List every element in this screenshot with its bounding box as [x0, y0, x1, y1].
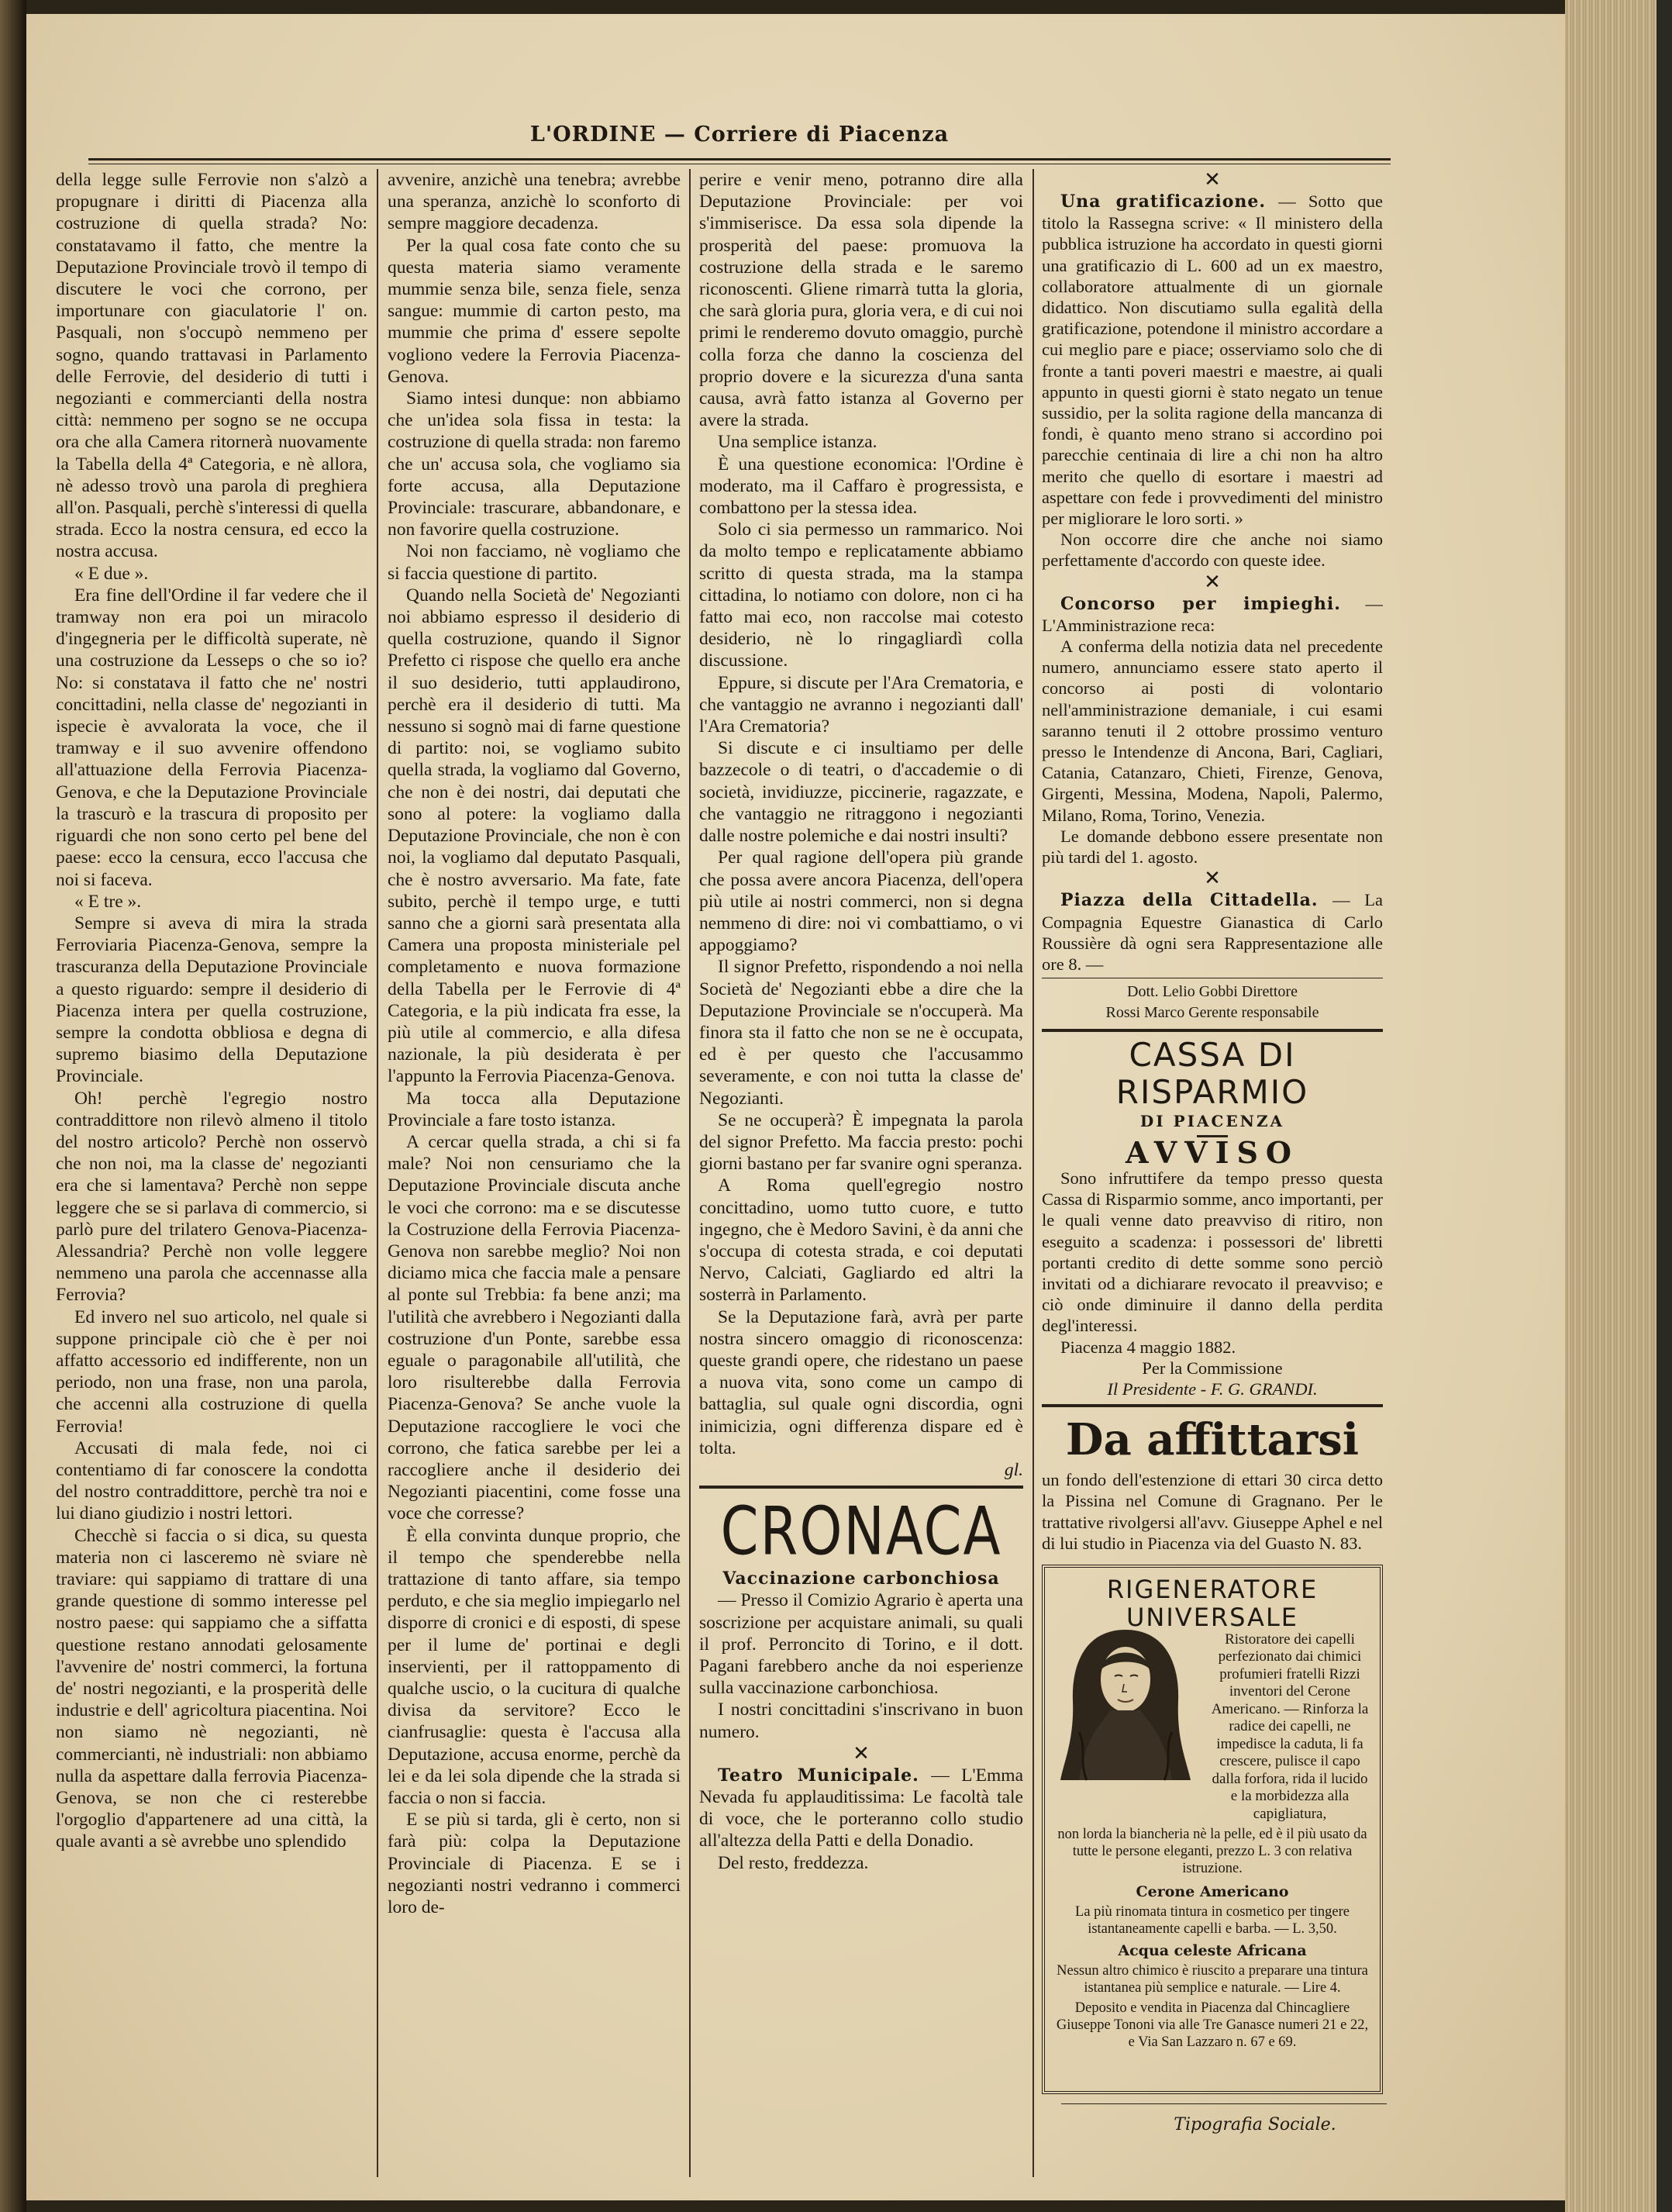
gratificazione-text-2: Non occorre dire che anche noi siamo perfettamente d'accordo con queste idee. [1042, 530, 1383, 571]
newspaper-page [26, 14, 1565, 2200]
col2-paragraph: Ma tocca alla Deputazione Provinciale a fare tosto istanza. [388, 1088, 681, 1130]
column-rule-1 [377, 169, 378, 2177]
rigeneratore-description: Ristoratore dei capelli perfezionato dai chimici profumieri fratelli Rizzi inventori del Cerone Americano. — Rinforza la radice dei capelli, ne impedisce la caduta, li fa crescere, pulisce il capo dalla forfora, rida il lucido e la morbidezza alla capigliatura, [1211, 1631, 1369, 1822]
col1-paragraph: Ed invero nel suo articolo, nel quale si suppone principale ciò che è per noi affatto accessorio ed indifferente, non un periodo, non una frase, non una parola, che accenni alla costruzione di quella Ferrovia! [56, 1306, 367, 1437]
col3-paragraph: Se ne occuperà? È impegnata la parola del signor Prefetto. Ma faccia presto: pochi giorni bastano per far svanire ogni speranza. [699, 1109, 1023, 1175]
vaccinazione-text: — Presso il Comizio Agrario è aperta una soscrizione per acquistare animali, su quali il prof. Perroncito di Torino, e il dott. Pagani farebbero anche da noi esperienze sulla vaccinazione carbonchiosa. [699, 1590, 1023, 1699]
masthead-rule [88, 158, 1391, 164]
rigeneratore-advertisement [1042, 1565, 1383, 2094]
concorso-text-2: Le domande debbono essere presentate non più tardi del 1. agosto. [1042, 826, 1383, 868]
col2-paragraph: Noi non facciamo, nè vogliamo che si faccia questione di partito. [388, 541, 681, 584]
col1-paragraph: « E tre ». [74, 891, 142, 912]
cassa-title: CASSA DI RISPARMIO [1115, 1035, 1309, 1111]
col1-paragraph: Era fine dell'Ordine il far vedere che il tramway non era poi un miracolo d'ingegneria per le difficoltà superate, nè una costruzione da Lesseps o che so io? No: si constatava il fatto che ne' nostri concittadini, nella classe de' negozianti in ispecie è avvalorata la voce, che il tramway e il suo avvenire offendono all'attuazione della Ferrovia Piacenza-Genova, e che la Deputazione Provinciale la trascurò e la trascura di proposito per riguardi che non sono certo pel bene del paese: ecco la censura, ecco l'accusa che noi si faceva. [56, 585, 367, 890]
rule [1042, 1029, 1383, 1032]
cassa-text: Sono infruttifere da tempo presso questa Cassa di Risparmio somme, anco importanti, per le quali venne dato preavviso di ritiro, non eseguito a scadenza: i possessori de' libretti portanti credito di dette somme sono perciò invitati od a dichiarare revocato il preavviso; e ciò onde diminuire il danno della perdita degl'interessi. [1042, 1168, 1383, 1336]
rigeneratore-description-2: non lorda la biancheria nè la pelle, ed è il più usato da tutte le persone eleganti, prezzo L. 3 con relativa istruzione. [1057, 1827, 1367, 1877]
teatro-text-2: Del resto, freddezza. [718, 1852, 869, 1873]
col1-paragraph: Sempre si aveva di mira la strada Ferroviaria Piacenza-Genova, sempre la trascuranza della Deputazione Provinciale a questo riguardo: sempre il desiderio di Piacenza intera per quella costruzione, sempre la condotta obbliosa e degna di supremo biasimo della Deputazione Provinciale. [56, 913, 367, 1087]
col3-paragraph: Una semplice istanza. [718, 432, 877, 453]
col3-paragraph: Eppure, si discute per l'Ara Crematoria, e che vantaggio ne avranno i negozianti dall' l'Ara Crematoria? [699, 672, 1023, 737]
col1-paragraph: Accusati di mala fede, noi ci contentiamo di far conoscere la condotta del nostro contraddittore, perchè tra noi e lui diano giudizio i nostri lettori. [56, 1437, 367, 1524]
col2-paragraph: Per la qual cosa fate conto che su questa materia siamo veramente mummie senza bile, senza fiele, senza sangue: mummie di carton pesto, ma mummie che prima d' essere sepolte vogliono vedere la Ferrovia Piacenza-Genova. [388, 235, 681, 387]
avviso-heading: AVVISO [1125, 1134, 1299, 1170]
column-4 [1042, 169, 1383, 2169]
col2-paragraph: avvenire, anzichè una tenebra; avrebbe una speranza, anzichè lo sconforto di sempre maggiore decadenza. [388, 170, 681, 234]
cronaca-heading: CRONACA [720, 1493, 1002, 1571]
col2-paragraph: Quando nella Società de' Negozianti noi abbiamo espresso il desiderio di quella costruzione, quando il Signor Prefetto ci rispose che quello era anche il suo desiderio, tutti applaudirono, perchè era il desiderio di tutti. Ma nessuno si sognò mai di farne questione di partito: noi, se vogliamo subito quella strada, la vogliamo dal Governo, che non è dei nostri, dai deputati che sono al potere: la vogliamo dalla Deputazione Provinciale, che non è con noi, la vogliamo dal deputato Pasquali, che è nostro avversario. Ma fate, fate subito, perchè il tempo urge, e tutti sanno che a giorni sarà presentata alla Camera una proposta ministeriale pel completamento e nuova formazione della Tabella per le Ferrovie di 4ª Categoria, e la più indicata fra esse, la più utile al commercio, e alla difesa nazionale, la più desiderata è per l'appunto la Ferrovia Piacenza-Genova. [388, 585, 681, 1087]
rigeneratore-title: RIGENERATORE UNIVERSALE [1106, 1574, 1319, 1632]
col2-paragraph: È ella convinta dunque proprio, che il tempo che spenderebbe nella trattazione di tanto affare, sia tempo perduto, e che sia meglio impiegarlo nel disporre di cronici e di esposti, di spese per il lume de' portinai e degli inservienti, per il rattoppamento di qualche uscio, o la cucitura di qualche divisa da servitore? Ecco le cianfrusaglie: questa è l'accusa alla Deputazione, accusa enorme, perchè da lei e da lei sola dipende che la strada si faccia o non si faccia. [388, 1525, 681, 1809]
col2-paragraph: Siamo intesi dunque: non abbiamo che un'idea sola fissa in testa: la costruzione di quella strada: non faremo che un' accusa sola, che vogliamo sia forte accusa, alla Deputazione Provinciale: trascurare, abbandonare, e non favorire quella costruzione. [388, 388, 681, 540]
column-rule-3 [1033, 169, 1034, 2177]
acqua-heading: Acqua celeste Africana [1118, 1942, 1307, 1960]
gerente-line: Rossi Marco Gerente responsabile [1105, 1004, 1319, 1022]
column-2 [388, 169, 681, 2169]
piazza-text: — La Compagnia Equestre Gianastica di Carlo Roussière dà ogni sera Rappresentazione alle ore 8. — [1042, 890, 1383, 974]
cassa-president: Il Presidente - F. G. GRANDI. [1107, 1379, 1318, 1399]
col1-paragraph: Oh! perchè l'egregio nostro contraddittore non rilevò almeno il titolo del nostro articolo? Perchè non osservò che non noi, ma la classe de' negozianti era che si lamentava? Perchè non seppe leggere che se si parlava di commercio, si parlò pure del trilatero Genova-Piacenza-Alessandria? Perchè non volle leggere nemmeno una parola che accennasse alla Ferrovia? [56, 1088, 367, 1306]
concorso-intro: — L'Amministrazione reca: [1042, 593, 1383, 635]
cassa-commission: Per la Commissione [1142, 1358, 1283, 1378]
col3-paragraph: Solo ci sia permesso un rammarico. Noi da molto tempo e replicatamente abbiamo scritto di questa strada, ma la stampa cittadina, lo notiamo con dolore, non ci ha fatto mai eco, non raccolse mai cotesto desiderio, nè lo ringagliardì colla discussione. [699, 519, 1023, 671]
col3-paragraph: È una questione economica: l'Ordine è moderato, ma il Caffaro è progressista, e combattono per la stessa idea. [699, 454, 1023, 519]
article-signature: gl. [1004, 1459, 1023, 1480]
cerone-text: La più rinomata tintura in cosmetico per tingere istantaneamente capelli e barba. — L. 3,50. [1075, 1904, 1350, 1938]
book-binding [0, 0, 26, 2212]
separator-cross-icon: ✕ [1204, 570, 1221, 593]
piazza-heading: Piazza della Cittadella. [1060, 890, 1319, 911]
gratificazione-heading: Una gratificazione. [1060, 192, 1267, 212]
masthead: L'ORDINE — Corriere di Piacenza [529, 123, 950, 147]
footer-rule [1061, 2103, 1387, 2104]
vaccinazione-text-2: I nostri concittadini s'inscrivano in buon numero. [699, 1700, 1023, 1742]
vaccinazione-heading: Vaccinazione carbonchiosa [722, 1568, 1000, 1589]
col3-paragraph: A Roma quell'egregio nostro concittadino, uomo tutto cuore, e tutto ingegno, che è Medoro Savini, è da anni che s'occupa di cotesta strada, e coi deputati Nervo, Calciati, Gagliardo ed altri la sosterrà in Parlamento. [699, 1175, 1023, 1306]
deposito-text: Deposito e vendita in Piacenza dal Chincagliere Giuseppe Tononi via alle Tre Ganasce numeri 21 e 22, e Via San Lazzaro n. 67 e 69. [1056, 2000, 1369, 2051]
cassa-subtitle: DI PIACENZA [1139, 1111, 1285, 1130]
rule [1042, 1404, 1383, 1407]
cerone-heading: Cerone Americano [1136, 1883, 1289, 1901]
affittarsi-heading: Da affittarsi [1065, 1414, 1360, 1466]
director-line: Dott. Lelio Gobbi Direttore [1127, 983, 1298, 1001]
col3-paragraph: Il signor Prefetto, rispondendo a noi nella Società de' Negozianti ebbe a dire che la Deputazione Provinciale se n'occuperà. Ma finora sta il fatto che non se ne è occupata, ed è per questo che l'accusammo severamente, e con noi tutta la classe de' Negozianti. [699, 957, 1023, 1109]
separator-cross-icon: ✕ [1204, 169, 1221, 191]
concorso-text: A conferma della notizia data nel precedente numero, annunciamo essere stato aperto il concorso ai posti di volontario nell'amministrazione demaniale, i cui esami saranno tenuti il 2 ottobre prossimo venturo presso le Intendenze di Ancona, Bari, Cagliari, Catania, Catanzaro, Chieti, Firenze, Genova, Girgenti, Messina, Modena, Napoli, Palermo, Milano, Roma, Torino, Venezia. [1042, 637, 1383, 825]
cassa-date: Piacenza 4 maggio 1882. [1060, 1337, 1236, 1357]
section-rule [699, 1486, 1023, 1489]
printer-footer: Tipografia Sociale. [1174, 2115, 1336, 2134]
acqua-text: Nessun altro chimico è riuscito a preparare una tintura istantanea più semplice e naturale. — Lire 4. [1057, 1963, 1368, 1996]
column-3 [699, 169, 1023, 2169]
col1-paragraph: Checchè si faccia o si dica, su questa materia non ci lasceremo nè sviare nè traviare: qui sappiamo di trattare di una grande questione di sommo interesse pel nostro paese: qui sappiamo che a siffatta questione restano annodati gelosamente l'avvenire de' nostri commerci, la fortuna de' nostri negozianti, e la prosperità delle industrie e dell' agricoltura piacentina. Noi non siamo nè negozianti, nè commercianti, nè industriali: non abbiamo nulla da aspettare dalla ferrovia Piacenza-Genova, se non che ci resterebbe l'orgoglio d'appartenere ad una città, la quale avanti a sè avrebbe uno splendido [56, 1525, 367, 1852]
separator-cross-icon: ✕ [853, 1741, 870, 1765]
col3-paragraph: Per qual ragione dell'opera più grande che possa avere ancora Piacenza, dell'opera più utile ai nostri commerci, non si degna nemmeno di dire: noi vi combattiamo, o vi appoggiamo? [699, 847, 1023, 956]
col2-paragraph: A cercar quella strada, a chi si fa male? Noi non censuriamo che la Deputazione Provinciale discuta anche le voci che corrono: ma e se discutesse la Costruzione della Ferrovia Piacenza-Genova non sarebbe meglio? Noi non diciamo mica che faccia male a pensare al ponte sul Trebbia: fa bene anzi; ma l'utilità che avrebbero i Negozianti dalla costruzione d'un Ponte, sarebbe essa eguale o paragonabile all'utilità, che loro risulterebbe dalla Ferrovia Piacenza-Genova? Se anche vuole la Deputazione raccogliere le voci che corrono, che fatica sarebbe per lei a raccogliere anche il desiderio dei Negozianti piacentini, come fosse una voce che corresse? [388, 1131, 681, 1524]
column-1 [56, 169, 367, 2169]
gratificazione-text: — Sotto que titolo la Rassegna scrive: « Il ministero della pubblica istruzione ha accordato in questi giorni una gratificazio di L. 600 ad un ex maestro, collaboratore attualmente di un giornale didattico. Non discutiamo sulla egalità della gratificazione, potendone il ministro accordare a cui meglio pare e piace; osserviamo solo che di fronte a tanti poveri maestri e maestre, ai quali appunto in questi giorni è stato negato un tenue sussidio, per la solita ragione della mancanza di fondi, è quanto meno strano si accordino poi parecchie centinaia di lire a chi non ha altro merito che quello di esortare i maestri ad aspettare con fede i provvedimenti del ministro per migliorare le loro sorti. » [1042, 192, 1383, 529]
col3-paragraph: perire e venir meno, potranno dire alla Deputazione Provinciale: per voi s'immiserisce. Da essa sola dipende la prosperità del paese: promuova la costruzione della strada e le saremo riconoscenti. Gliene rimarrà tutta la gloria, che sarà gloria pura, gloria vera, e di cui noi primi le renderemo dovuto omaggio, purchè colla forza che danno la coscienza del proprio dovere e la sicurezza d'una santa causa, avrà fatto istanza al Governo per avere la strada. [699, 170, 1023, 431]
col2-paragraph: E se più si tarda, gli è certo, non si farà più: colpa la Deputazione Provinciale di Piacenza. E se i negozianti nostri vedranno i commerci loro de- [388, 1810, 681, 1918]
affittarsi-text: un fondo dell'estenzione di ettari 30 circa detto la Pissina nel Comune di Gragnano. Per le trattative rivolgersi all'avv. Giuseppe Aphel e nel di lui studio in Piacenza via del Guasto N. 83. [1042, 1470, 1383, 1553]
woman-portrait-icon [1056, 1616, 1195, 1782]
page-edges [1565, 0, 1672, 2212]
teatro-heading: Teatro Municipale. [718, 1765, 919, 1786]
teatro-text: — L'Emma Nevada fu applauditissima: Le facoltà tale di voce, che le porteranno collo studio all'altezza della Patti e della Donadio. [699, 1765, 1023, 1851]
col3-paragraph: Si discute e ci insultiamo per delle bazzecole o di teatri, o d'accademie o di società, invidiuzze, piccinerie, ragazzate, e che vantaggio ne ritraggono i negozianti dalle nostre polemiche e dai nostri insulti? [699, 738, 1023, 847]
col1-paragraph: della legge sulle Ferrovie non s'alzò a propugnare i diritti di Piacenza alla costruzione di quella strada? No: constatavamo il fatto, che mentre la Deputazione Provinciale trovò il tempo di discutere le voci che corrono, per importunare con giaculatorie l' on. Pasquali, non s'occupò nemmeno per sogno, quando trattavasi in Parlamento delle Ferrovie, del desiderio di tutti i negozianti e commercianti della nostra città: nemmeno per sogno se ne occupa ora che alla Camera ritornerà nuovamente la Tabella della 4ª Categoria, e nè allora, nè adesso trovò una parola di preghiera all'on. Pasquali, perchè s'interessi di quella strada. Ecco la nostra censura, ed ecco la nostra accusa. [56, 170, 367, 562]
column-rule-2 [689, 169, 691, 2177]
separator-cross-icon: ✕ [1204, 867, 1221, 890]
concorso-heading: Concorso per impieghi. [1060, 593, 1341, 614]
col1-paragraph: « E due ». [74, 563, 149, 584]
col3-paragraph: Se la Deputazione farà, avrà per parte nostra sincero omaggio di riconoscenza: queste grandi opere, che ridestano un paese a nuova vita, sono come un campo di battaglia, sul quale ogni discordia, ogni inimicizia, ogni differenza dispare ed è tolta. [699, 1306, 1023, 1458]
